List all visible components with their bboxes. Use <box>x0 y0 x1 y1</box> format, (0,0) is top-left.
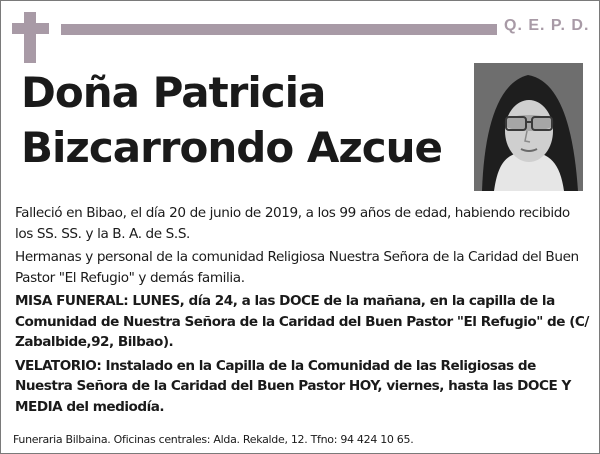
qepd-label: Q. E. P. D. <box>504 17 590 34</box>
funeral-mass-paragraph: MISA FUNERAL: LUNES, día 24, a las DOCE de la mañana, en la capilla de la Comunidad de Nuestra Señora de la Caridad del Buen Pastor "El Refugio" de (C/ Zabalbide,92, Bilbao). <box>15 293 589 350</box>
obituary-text <box>15 203 589 420</box>
deceased-name <box>21 65 442 175</box>
death-notice-paragraph: Falleció en Bibao, el día 20 de junio de 2019, a los 99 años de edad, habiendo recibido los SS. SS. y la B. A. de S.S. <box>15 205 570 242</box>
funeral-home-footer: Funeraria Bilbaina. Oficinas centrales: Alda. Rekalde, 12. Tfno: 94 424 10 65. <box>13 433 414 446</box>
name-line-2: Bizcarrondo Azcue <box>21 123 443 172</box>
family-paragraph: Hermanas y personal de la comunidad Religiosa Nuestra Señora de la Caridad del Buen Pastor "El Refugio" y demás familia. <box>15 249 579 286</box>
header-bar <box>61 24 497 35</box>
portrait-image <box>474 63 583 191</box>
cross-horizontal <box>12 23 49 34</box>
cross-vertical <box>24 12 36 63</box>
portrait-photo <box>474 63 583 191</box>
name-line-1: Doña Patricia <box>21 68 326 117</box>
wake-paragraph: VELATORIO: Instalado en la Capilla de la Comunidad de las Religiosas de Nuestra Señora de la Caridad del Buen Pastor HOY, viernes, hasta las DOCE Y MEDIA del mediodía. <box>15 357 571 415</box>
